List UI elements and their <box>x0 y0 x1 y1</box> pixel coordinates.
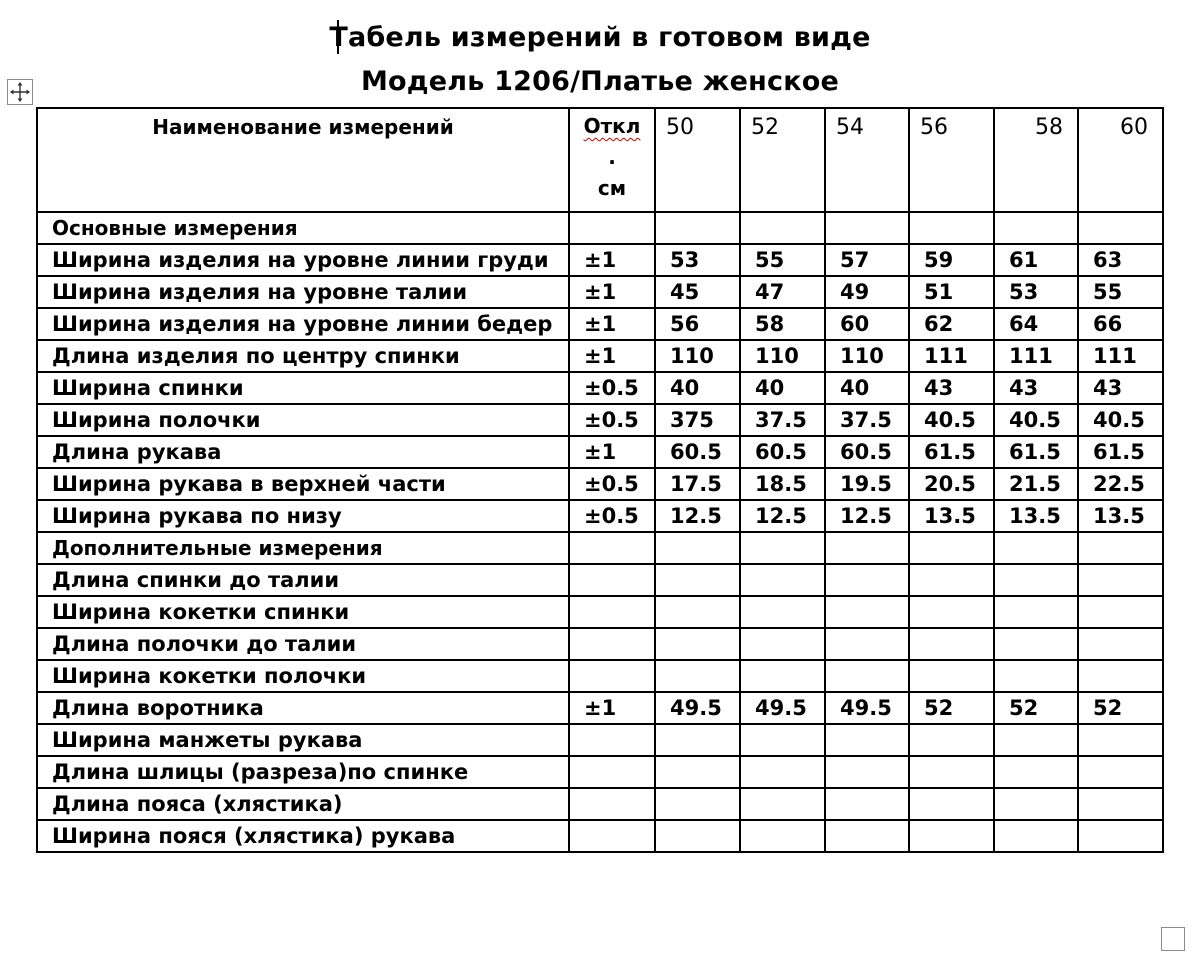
measurement-name-cell[interactable]: Ширина рукава по низу <box>37 500 569 532</box>
table-row <box>37 660 1163 692</box>
table-row <box>37 820 1163 852</box>
size-value-cell[interactable] <box>655 756 740 788</box>
size-value-cell[interactable] <box>994 660 1078 692</box>
measurement-name-cell[interactable]: Ширина кокетки спинки <box>37 596 569 628</box>
size-value-cell[interactable]: 45 <box>655 276 740 308</box>
table-header-row <box>37 108 1163 212</box>
size-value-cell[interactable]: 49.5 <box>740 692 825 724</box>
table-row <box>37 532 1163 564</box>
size-value-cell[interactable]: 43 <box>994 372 1078 404</box>
table-row <box>37 340 1163 372</box>
size-value-cell[interactable] <box>655 820 740 852</box>
size-value-cell[interactable]: 51 <box>909 276 994 308</box>
measurement-name-cell[interactable]: Длина изделия по центру спинки <box>37 340 569 372</box>
size-value-cell[interactable] <box>740 564 825 596</box>
size-value-cell[interactable] <box>825 820 909 852</box>
size-value-cell[interactable]: 37.5 <box>825 404 909 436</box>
size-value-cell[interactable] <box>994 564 1078 596</box>
size-value-cell[interactable] <box>825 788 909 820</box>
size-value-cell[interactable]: 40.5 <box>994 404 1078 436</box>
size-value-cell[interactable]: 56 <box>655 308 740 340</box>
size-value-cell[interactable]: 40 <box>655 372 740 404</box>
size-value-cell[interactable] <box>825 756 909 788</box>
table-resize-handle-icon[interactable] <box>1161 927 1185 951</box>
measurement-name-cell[interactable]: Ширина манжеты рукава <box>37 724 569 756</box>
size-value-cell[interactable]: 12.5 <box>825 500 909 532</box>
measurement-name-cell[interactable]: Ширина изделия на уровне линии груди <box>37 244 569 276</box>
tolerance-cell[interactable] <box>569 532 655 564</box>
size-value-cell[interactable] <box>1078 724 1163 756</box>
tolerance-cell[interactable] <box>569 788 655 820</box>
size-value-cell[interactable] <box>740 596 825 628</box>
size-value-cell[interactable]: 12.5 <box>740 500 825 532</box>
table-row <box>37 756 1163 788</box>
size-value-cell[interactable]: 43 <box>909 372 994 404</box>
tolerance-cell[interactable]: ±0.5 <box>569 404 655 436</box>
size-value-cell[interactable] <box>1078 628 1163 660</box>
size-value-cell[interactable]: 49.5 <box>825 692 909 724</box>
size-value-cell[interactable]: 111 <box>994 340 1078 372</box>
size-value-cell[interactable]: 52 <box>1078 692 1163 724</box>
size-value-cell[interactable]: 53 <box>655 244 740 276</box>
measurement-table <box>36 107 1164 853</box>
size-value-cell[interactable]: 110 <box>740 340 825 372</box>
measurement-name-cell[interactable]: Ширина изделия на уровне талии <box>37 276 569 308</box>
size-value-cell[interactable]: 64 <box>994 308 1078 340</box>
size-value-cell[interactable] <box>909 564 994 596</box>
header-size-58[interactable]: 58 <box>994 108 1078 212</box>
header-tolerance-line3: см <box>597 176 627 200</box>
size-value-cell[interactable]: 60.5 <box>740 436 825 468</box>
tolerance-cell[interactable]: ±1 <box>569 340 655 372</box>
size-value-cell[interactable]: 47 <box>740 276 825 308</box>
size-value-cell[interactable] <box>994 628 1078 660</box>
size-value-cell[interactable]: 13.5 <box>994 500 1078 532</box>
size-value-cell[interactable] <box>825 564 909 596</box>
size-value-cell[interactable] <box>994 724 1078 756</box>
size-value-cell[interactable] <box>1078 564 1163 596</box>
size-value-cell[interactable]: 13.5 <box>1078 500 1163 532</box>
size-value-cell[interactable] <box>740 660 825 692</box>
size-value-cell[interactable] <box>1078 820 1163 852</box>
table-row <box>37 468 1163 500</box>
measurement-name-cell[interactable]: Длина пояса (хлястика) <box>37 788 569 820</box>
table-row <box>37 244 1163 276</box>
size-value-cell[interactable]: 52 <box>994 692 1078 724</box>
size-value-cell[interactable]: 61.5 <box>909 436 994 468</box>
size-value-cell[interactable] <box>825 628 909 660</box>
size-value-cell[interactable]: 22.5 <box>1078 468 1163 500</box>
size-value-cell[interactable]: 111 <box>909 340 994 372</box>
tolerance-cell[interactable]: ±1 <box>569 436 655 468</box>
size-value-cell[interactable]: 60 <box>825 308 909 340</box>
size-value-cell[interactable] <box>825 532 909 564</box>
size-value-cell[interactable]: 13.5 <box>909 500 994 532</box>
table-move-handle-icon[interactable] <box>7 79 33 105</box>
measurement-name-cell[interactable]: Длина рукава <box>37 436 569 468</box>
header-tolerance[interactable] <box>569 108 655 212</box>
table-row <box>37 596 1163 628</box>
size-value-cell[interactable] <box>655 628 740 660</box>
size-value-cell[interactable]: 40 <box>740 372 825 404</box>
tolerance-cell[interactable] <box>569 660 655 692</box>
size-value-cell[interactable]: 52 <box>909 692 994 724</box>
size-value-cell[interactable]: 37.5 <box>740 404 825 436</box>
tolerance-cell[interactable] <box>569 756 655 788</box>
size-value-cell[interactable] <box>655 596 740 628</box>
measurement-name-cell[interactable]: Ширина кокетки полочки <box>37 660 569 692</box>
size-value-cell[interactable]: 60.5 <box>655 436 740 468</box>
measurement-name-cell[interactable]: Основные измерения <box>37 212 569 244</box>
size-value-cell[interactable] <box>994 532 1078 564</box>
size-value-cell[interactable]: 40.5 <box>1078 404 1163 436</box>
size-value-cell[interactable]: 21.5 <box>994 468 1078 500</box>
table-row <box>37 564 1163 596</box>
size-value-cell[interactable] <box>994 212 1078 244</box>
table-row <box>37 436 1163 468</box>
size-value-cell[interactable]: 60.5 <box>825 436 909 468</box>
size-value-cell[interactable]: 66 <box>1078 308 1163 340</box>
tolerance-cell[interactable] <box>569 564 655 596</box>
size-value-cell[interactable] <box>740 756 825 788</box>
size-value-cell[interactable] <box>909 660 994 692</box>
measurement-name-cell[interactable]: Ширина изделия на уровне линии бедер <box>37 308 569 340</box>
size-value-cell[interactable] <box>740 628 825 660</box>
table-row <box>37 404 1163 436</box>
tolerance-cell[interactable]: ±0.5 <box>569 372 655 404</box>
size-value-cell[interactable]: 61.5 <box>1078 436 1163 468</box>
header-size-50[interactable]: 50 <box>655 108 740 212</box>
size-value-cell[interactable]: 40.5 <box>909 404 994 436</box>
size-value-cell[interactable] <box>740 532 825 564</box>
measurement-name-cell[interactable]: Длина шлицы (разреза)по спинке <box>37 756 569 788</box>
header-tolerance-line1: Откл <box>583 114 641 138</box>
size-value-cell[interactable]: 20.5 <box>909 468 994 500</box>
size-value-cell[interactable]: 110 <box>655 340 740 372</box>
tolerance-cell[interactable]: ±1 <box>569 692 655 724</box>
header-size-60[interactable]: 60 <box>1078 108 1163 212</box>
header-size-56[interactable]: 56 <box>909 108 994 212</box>
size-value-cell[interactable]: 55 <box>740 244 825 276</box>
header-measurement-name-label: Наименование измерений <box>152 115 454 139</box>
size-value-cell[interactable]: 61 <box>994 244 1078 276</box>
size-value-cell[interactable] <box>655 564 740 596</box>
size-value-cell[interactable]: 111 <box>1078 340 1163 372</box>
size-value-cell[interactable]: 110 <box>825 340 909 372</box>
table-row <box>37 500 1163 532</box>
size-value-cell[interactable] <box>825 724 909 756</box>
size-value-cell[interactable]: 49.5 <box>655 692 740 724</box>
table-row <box>37 724 1163 756</box>
size-value-cell[interactable]: 43 <box>1078 372 1163 404</box>
tolerance-cell[interactable]: ±0.5 <box>569 468 655 500</box>
size-value-cell[interactable]: 57 <box>825 244 909 276</box>
tolerance-cell[interactable] <box>569 724 655 756</box>
size-value-cell[interactable] <box>994 788 1078 820</box>
size-value-cell[interactable]: 58 <box>740 308 825 340</box>
size-value-cell[interactable] <box>1078 756 1163 788</box>
size-value-cell[interactable] <box>909 532 994 564</box>
size-value-cell[interactable] <box>1078 596 1163 628</box>
measurement-name-cell[interactable]: Дополнительные измерения <box>37 532 569 564</box>
size-value-cell[interactable] <box>1078 212 1163 244</box>
header-tolerance-line2: . <box>608 145 616 169</box>
measurement-name-cell[interactable]: Длина воротника <box>37 692 569 724</box>
measurement-name-cell[interactable]: Длина спинки до талии <box>37 564 569 596</box>
table-row <box>37 212 1163 244</box>
table-row <box>37 308 1163 340</box>
size-value-cell[interactable] <box>740 788 825 820</box>
size-value-cell[interactable]: 375 <box>655 404 740 436</box>
size-value-cell[interactable] <box>909 756 994 788</box>
table-row <box>37 276 1163 308</box>
tolerance-cell[interactable] <box>569 212 655 244</box>
size-value-cell[interactable]: 17.5 <box>655 468 740 500</box>
table-row <box>37 788 1163 820</box>
size-value-cell[interactable]: 18.5 <box>740 468 825 500</box>
size-value-cell[interactable] <box>655 724 740 756</box>
header-measurement-name[interactable] <box>37 108 569 212</box>
size-value-cell[interactable]: 49 <box>825 276 909 308</box>
size-value-cell[interactable] <box>909 212 994 244</box>
tolerance-cell[interactable] <box>569 596 655 628</box>
size-value-cell[interactable]: 62 <box>909 308 994 340</box>
size-value-cell[interactable]: 40 <box>825 372 909 404</box>
size-value-cell[interactable] <box>1078 532 1163 564</box>
size-value-cell[interactable] <box>825 596 909 628</box>
tolerance-cell[interactable]: ±0.5 <box>569 500 655 532</box>
size-value-cell[interactable] <box>909 724 994 756</box>
size-value-cell[interactable] <box>909 596 994 628</box>
size-value-cell[interactable]: 55 <box>1078 276 1163 308</box>
size-value-cell[interactable] <box>1078 660 1163 692</box>
tolerance-cell[interactable]: ±1 <box>569 244 655 276</box>
header-size-52[interactable]: 52 <box>740 108 825 212</box>
table-row <box>37 372 1163 404</box>
table-row <box>37 628 1163 660</box>
measurement-name-cell[interactable]: Длина полочки до талии <box>37 628 569 660</box>
size-value-cell[interactable]: 53 <box>994 276 1078 308</box>
size-value-cell[interactable] <box>909 788 994 820</box>
size-value-cell[interactable] <box>1078 788 1163 820</box>
size-value-cell[interactable] <box>740 212 825 244</box>
size-value-cell[interactable] <box>825 660 909 692</box>
measurement-name-cell[interactable]: Ширина рукава в верхней части <box>37 468 569 500</box>
size-value-cell[interactable]: 61.5 <box>994 436 1078 468</box>
measurement-name-cell[interactable]: Ширина спинки <box>37 372 569 404</box>
size-value-cell[interactable] <box>655 788 740 820</box>
size-value-cell[interactable] <box>994 756 1078 788</box>
size-value-cell[interactable]: 63 <box>1078 244 1163 276</box>
size-value-cell[interactable] <box>740 724 825 756</box>
size-value-cell[interactable]: 12.5 <box>655 500 740 532</box>
tolerance-cell[interactable] <box>569 820 655 852</box>
measurement-name-cell[interactable]: Ширина полочки <box>37 404 569 436</box>
size-value-cell[interactable] <box>994 820 1078 852</box>
size-value-cell[interactable] <box>655 532 740 564</box>
size-value-cell[interactable] <box>655 212 740 244</box>
table-row <box>37 692 1163 724</box>
size-value-cell[interactable] <box>909 628 994 660</box>
size-value-cell[interactable]: 19.5 <box>825 468 909 500</box>
size-value-cell[interactable] <box>909 820 994 852</box>
tolerance-cell[interactable]: ±1 <box>569 308 655 340</box>
document-title: Табель измерений в готовом виде <box>329 22 871 53</box>
size-value-cell[interactable] <box>655 660 740 692</box>
document-subtitle: Модель 1206/Платье женское <box>360 66 840 97</box>
tolerance-cell[interactable]: ±1 <box>569 276 655 308</box>
size-value-cell[interactable]: 59 <box>909 244 994 276</box>
size-value-cell[interactable] <box>825 212 909 244</box>
header-size-54[interactable]: 54 <box>825 108 909 212</box>
size-value-cell[interactable] <box>740 820 825 852</box>
tolerance-cell[interactable] <box>569 628 655 660</box>
size-value-cell[interactable] <box>994 596 1078 628</box>
measurement-name-cell[interactable]: Ширина пояся (хлястика) рукава <box>37 820 569 852</box>
